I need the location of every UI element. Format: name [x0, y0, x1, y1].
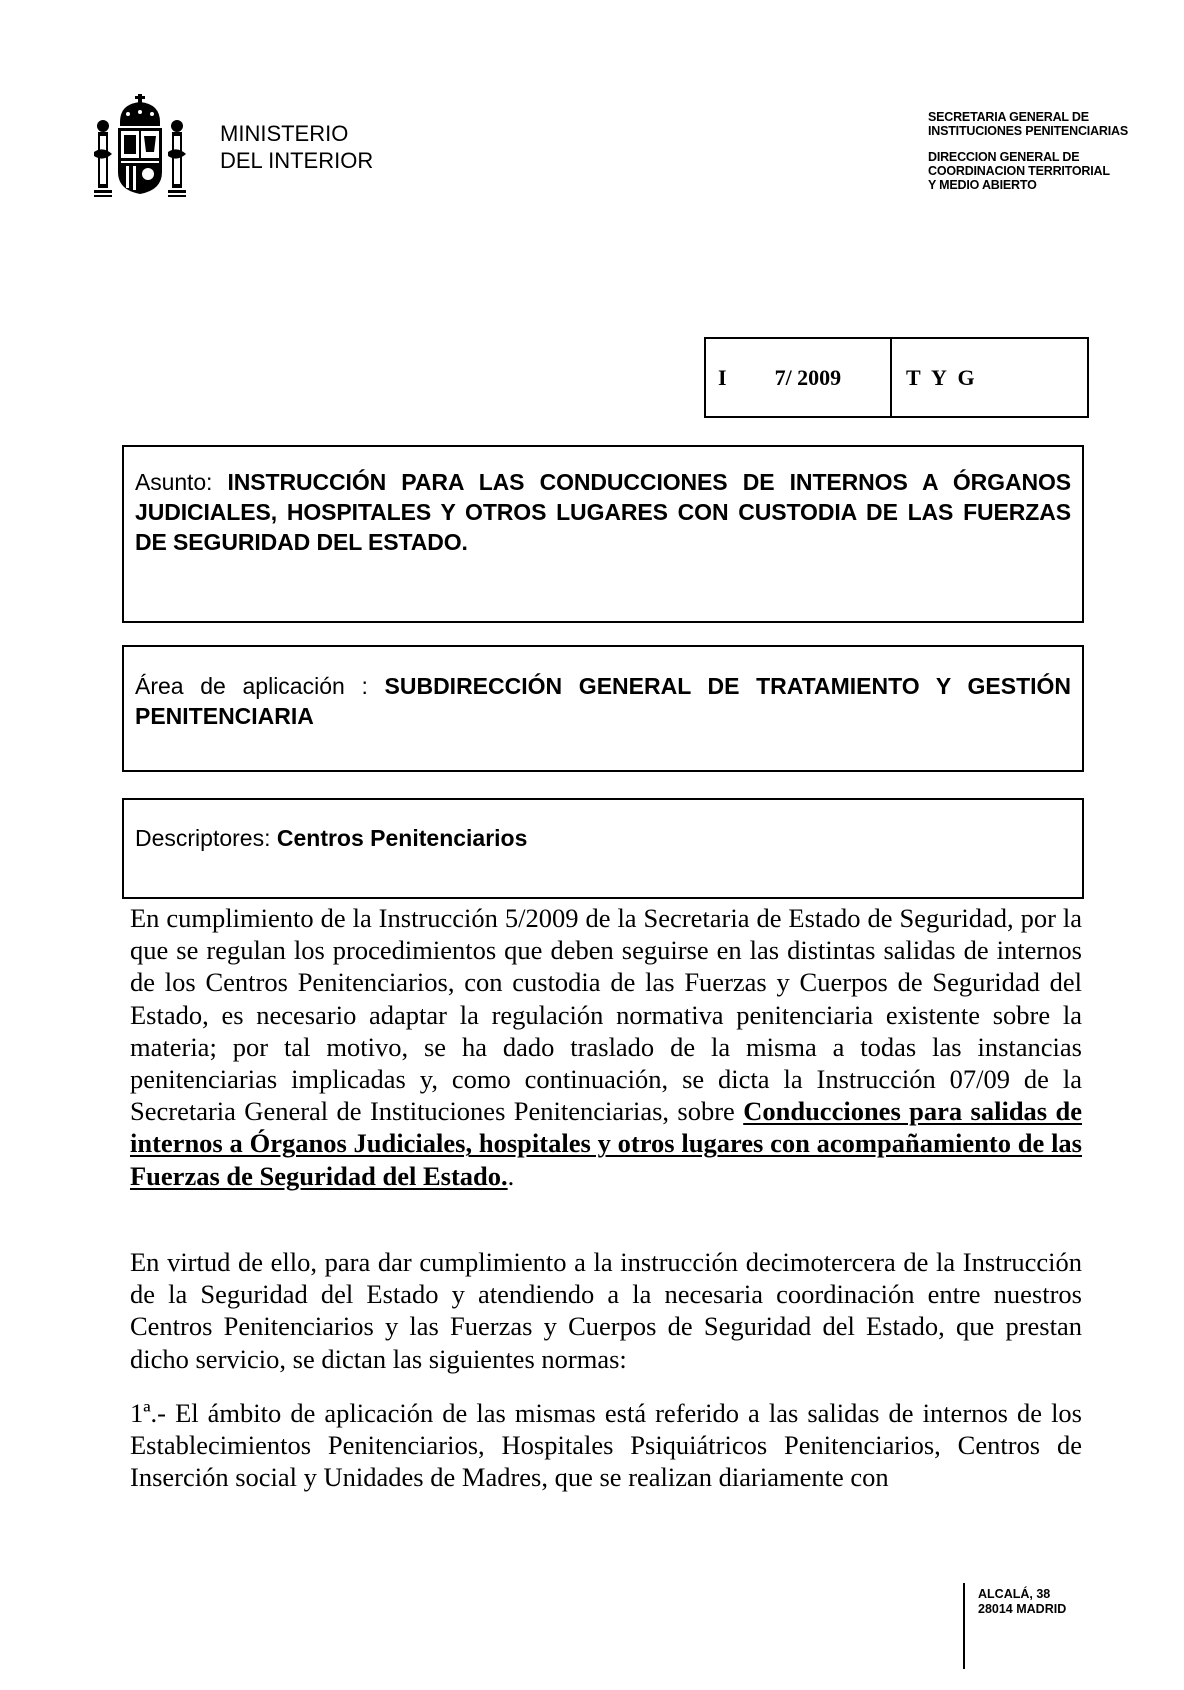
ministry-line-1: MINISTERIO	[220, 121, 349, 146]
paragraph-1-end: .	[507, 1160, 515, 1191]
reference-number: 7/ 2009	[774, 364, 842, 390]
application-area-label: Área de aplicación :	[135, 673, 368, 699]
application-area-value: SUBDIRECCIÓN GENERAL DE TRATAMIENTO Y GESTIÓN PENITENCIARIA	[135, 673, 1072, 729]
instruction-title-underlined: Conducciones para salidas de internos a Órganos Judiciales, hospitales y otros lugares con acompañamiento de las Fuerzas de Seguridad del Estado.	[130, 1096, 1082, 1191]
reference-unit: T Y G	[906, 364, 978, 390]
issuing-department	[928, 110, 1128, 192]
address-line-2: 28014 MADRID	[978, 1602, 1067, 1616]
footer-address	[978, 1587, 1066, 1617]
subject-value: INSTRUCCIÓN PARA LAS CONDUCCIONES DE INTERNOS A ÓRGANOS JUDICIALES, HOSPITALES Y OTROS LUGARES CON CUSTODIA DE LAS FUERZAS DE SEGURIDAD DEL ESTADO.	[135, 469, 1072, 555]
subject-box	[122, 445, 1084, 623]
descriptors-text	[135, 823, 1071, 853]
secretaria-line-2: INSTITUCIONES PENITENCIARIAS	[928, 124, 1128, 138]
coat-of-arms-logo	[90, 92, 190, 202]
body-paragraph-3	[130, 1397, 1082, 1494]
reference-type: I	[718, 364, 727, 390]
reference-unit-cell	[892, 339, 1087, 416]
body-paragraph-2: En virtud de ello, para dar cumplimiento a la instrucción decimotercera de la Instrucción de la Seguridad del Estado y atendiendo a la necesaria coordinación entre nuestros Centros Penitenciarios y las Fuerzas y Cuerpos de Seguridad del Estado, que prestan dicho servicio, se dictan las siguientes normas:	[130, 1247, 1082, 1374]
direccion-line-1: DIRECCION GENERAL DE	[928, 150, 1080, 164]
reference-number-cell	[706, 339, 892, 416]
direccion-line-2: COORDINACION TERRITORIAL	[928, 164, 1110, 178]
application-area-text	[135, 671, 1071, 731]
subject-label: Asunto:	[135, 469, 213, 495]
rule-1-text: El ámbito de aplicación de las mismas está referido a las salidas de internos de los Establecimientos Penitenciarios, Hospitales Psiquiátricos Penitenciarios, Centros de Inserción social y Unidades de Madres, que se realizan diariamente con	[130, 1398, 1082, 1493]
direccion-line-3: Y MEDIO ABIERTO	[928, 178, 1037, 192]
secretaria-line-1: SECRETARIA GENERAL DE	[928, 110, 1089, 124]
subject-text	[135, 467, 1071, 557]
application-area-box	[122, 645, 1084, 772]
rule-ordinal: 1ª.-	[130, 1398, 167, 1428]
body-paragraph-1	[130, 902, 1082, 1192]
reference-box	[704, 337, 1089, 418]
paragraph-1-text: En cumplimiento de la Instrucción 5/2009 de la Secretaria de Estado de Seguridad, por la que se regulan los procedimientos que deben seguirse en las distintas salidas de internos de los Centros Penitenciarios, con custodia de las Fuerzas y Cuerpos de Seguridad del Estado, es necesario adaptar la regulación normativa penitenciaria existente sobre la materia; por tal motivo, se ha dado traslado de la misma a todas las instancias penitenciarias implicadas y, como continuación, se dicta la Instrucción 07/09 de la Secretaria General de Instituciones Penitenciarias, sobre	[130, 903, 1082, 1127]
address-line-1: ALCALÁ, 38	[978, 1587, 1051, 1601]
ministry-line-2: DEL INTERIOR	[220, 148, 374, 173]
descriptors-label: Descriptores:	[135, 825, 271, 851]
ministry-name	[220, 120, 373, 174]
descriptors-value: Centros Penitenciarios	[276, 825, 528, 851]
footer-divider	[963, 1583, 965, 1669]
descriptors-box	[122, 798, 1084, 899]
